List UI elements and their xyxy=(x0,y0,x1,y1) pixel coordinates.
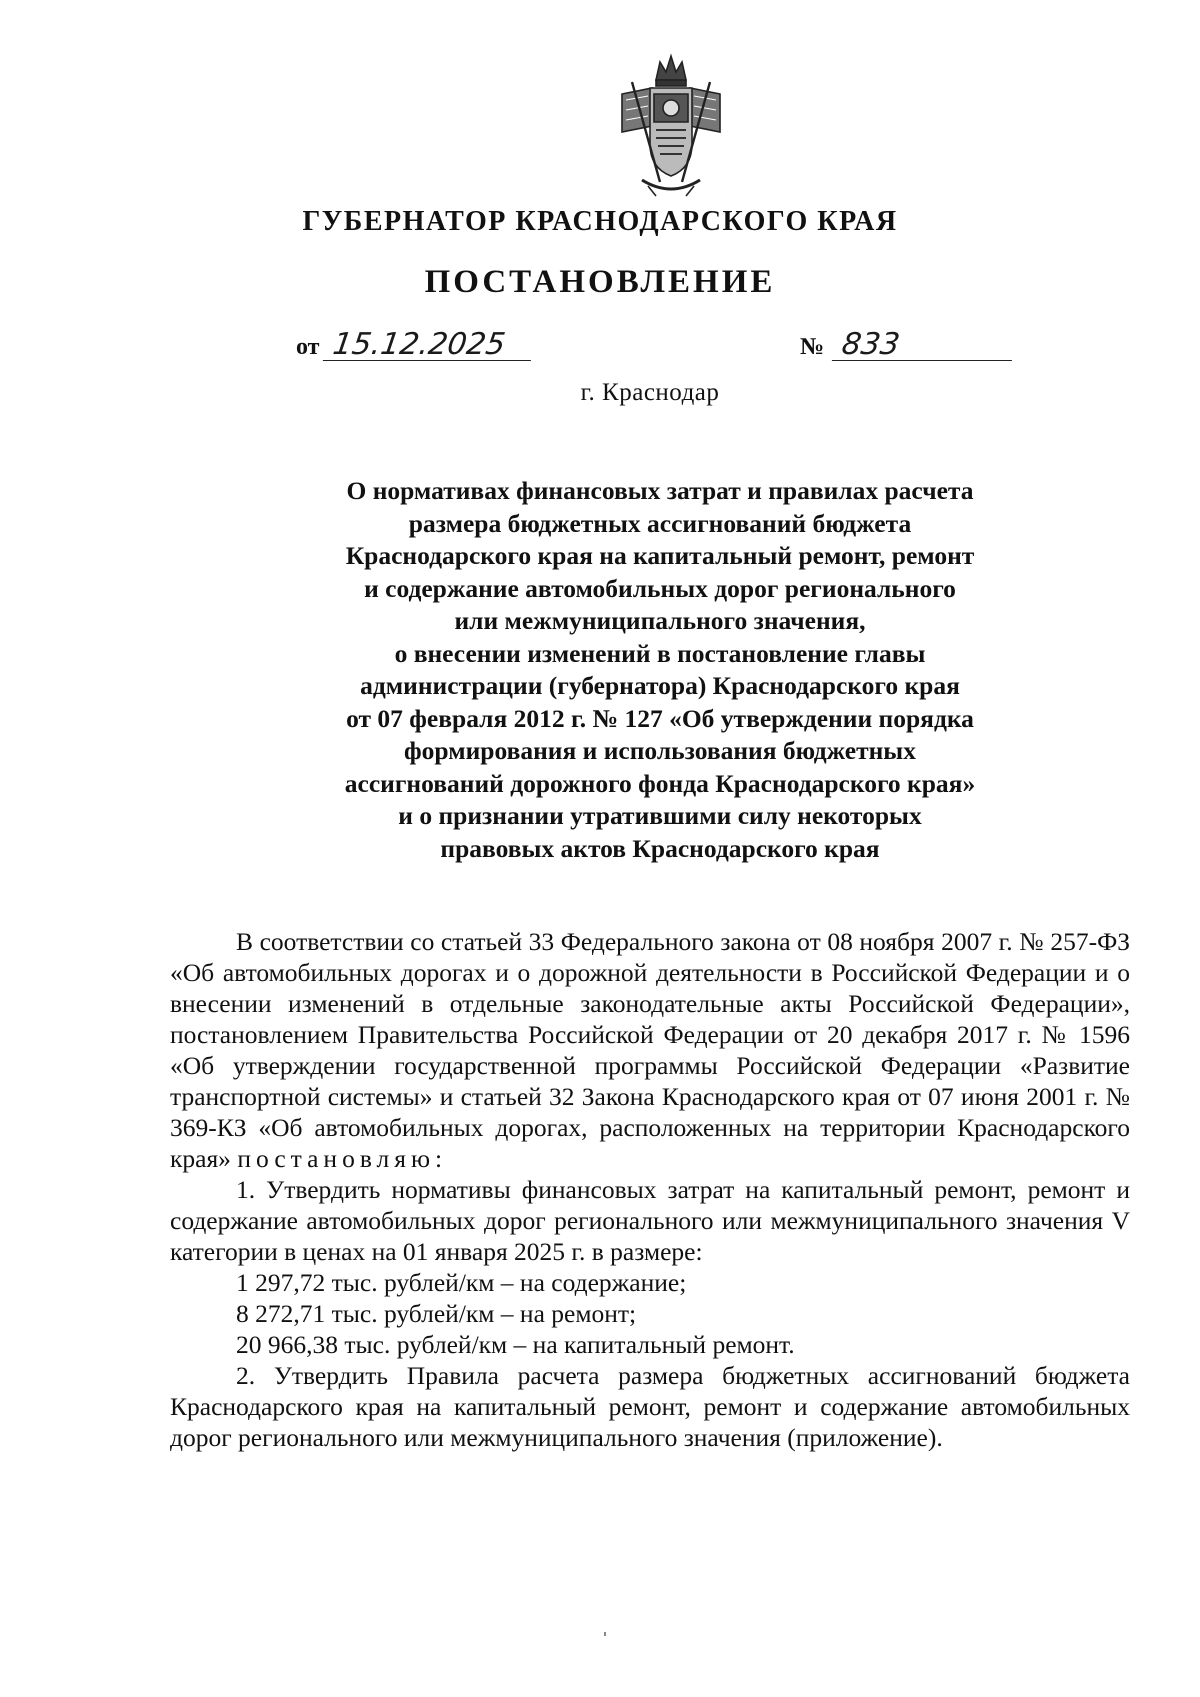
preamble-paragraph xyxy=(170,926,1130,1174)
amount-maintenance: 1 297,72 тыс. рублей/км – на содержание; xyxy=(236,1268,687,1297)
subject-line: и содержание автомобильных дорог регионального xyxy=(364,573,956,603)
page-mark xyxy=(604,1632,606,1636)
handwritten-number: 833 xyxy=(832,330,1016,361)
date-line xyxy=(296,327,533,362)
document-type: ПОСТАНОВЛЕНИЕ xyxy=(424,264,776,300)
document-subject xyxy=(260,475,1060,865)
subject-line: или межмуниципального значения, xyxy=(454,606,866,635)
decree-word: постановляю: xyxy=(237,1144,448,1173)
date-prefix: от xyxy=(296,334,320,360)
number-prefix: № xyxy=(800,334,825,360)
coat-of-arms-icon xyxy=(612,52,730,202)
subject-line: администрации (губернатора) Краснодарского края xyxy=(360,671,960,700)
subject-line: формирования и использования бюджетных xyxy=(404,736,916,765)
amount-repair: 8 272,71 тыс. рублей/км – на ремонт; xyxy=(236,1299,637,1328)
item-1-paragraph: 1. Утвердить нормативы финансовых затрат на капитальный ремонт, ремонт и содержание автомобильных дорог регионального или межмуниципального значения V категории в ценах на 01 января 2025 г. в размере: xyxy=(170,1175,1130,1266)
subject-line: правовых актов Краснодарского края xyxy=(440,833,880,863)
subject-line: О нормативах финансовых затрат и правилах расчета xyxy=(346,476,974,505)
city-line: г. Краснодар xyxy=(580,379,720,406)
handwritten-date: 15.12.2025 xyxy=(323,330,535,361)
issuer-title: ГУБЕРНАТОР КРАСНОДАРСКОГО КРАЯ xyxy=(302,206,898,237)
subject-line: от 07 февраля 2012 г. № 127 «Об утверждении порядка xyxy=(346,703,974,733)
subject-line: ассигнований дорожного фонда Краснодарского края» xyxy=(344,768,976,798)
subject-line: размера бюджетных ассигнований бюджета xyxy=(408,508,912,538)
document-body xyxy=(170,926,1130,1453)
subject-line: и о признании утратившими силу некоторых xyxy=(398,801,922,830)
subject-line: Краснодарского края на капитальный ремонт, ремонт xyxy=(345,541,975,570)
subject-line: о внесении изменений в постановление главы xyxy=(394,638,926,668)
item-2-paragraph: 2. Утвердить Правила расчета размера бюджетных ассигнований бюджета Краснодарского края на капитальный ремонт, ремонт и содержание автомобильных дорог регионального или межмуниципального значения (приложение). xyxy=(170,1361,1130,1452)
amount-capital-repair: 20 966,38 тыс. рублей/км – на капитальный ремонт. xyxy=(236,1330,795,1359)
preamble-text: В соответствии со статьей 33 Федерального закона от 08 ноября 2007 г. № 257-ФЗ «Об автомобильных дорогах и о дорожной деятельности в Российской Федерации и о внесении изменений в отдельные законодательные акты Российской Федерации», постановлением Правительства Российской Федерации от 20 декабря 2017 г. № 1596 «Об утверждении государственной программы Российской Федерации «Развитие транспортной системы» и статьей 32 Закона Краснодарского края от 07 июня 2001 г. № 369-КЗ «Об автомобильных дорогах, расположенных на территории Краснодарского края» xyxy=(170,927,1130,1173)
number-line xyxy=(800,327,1014,362)
